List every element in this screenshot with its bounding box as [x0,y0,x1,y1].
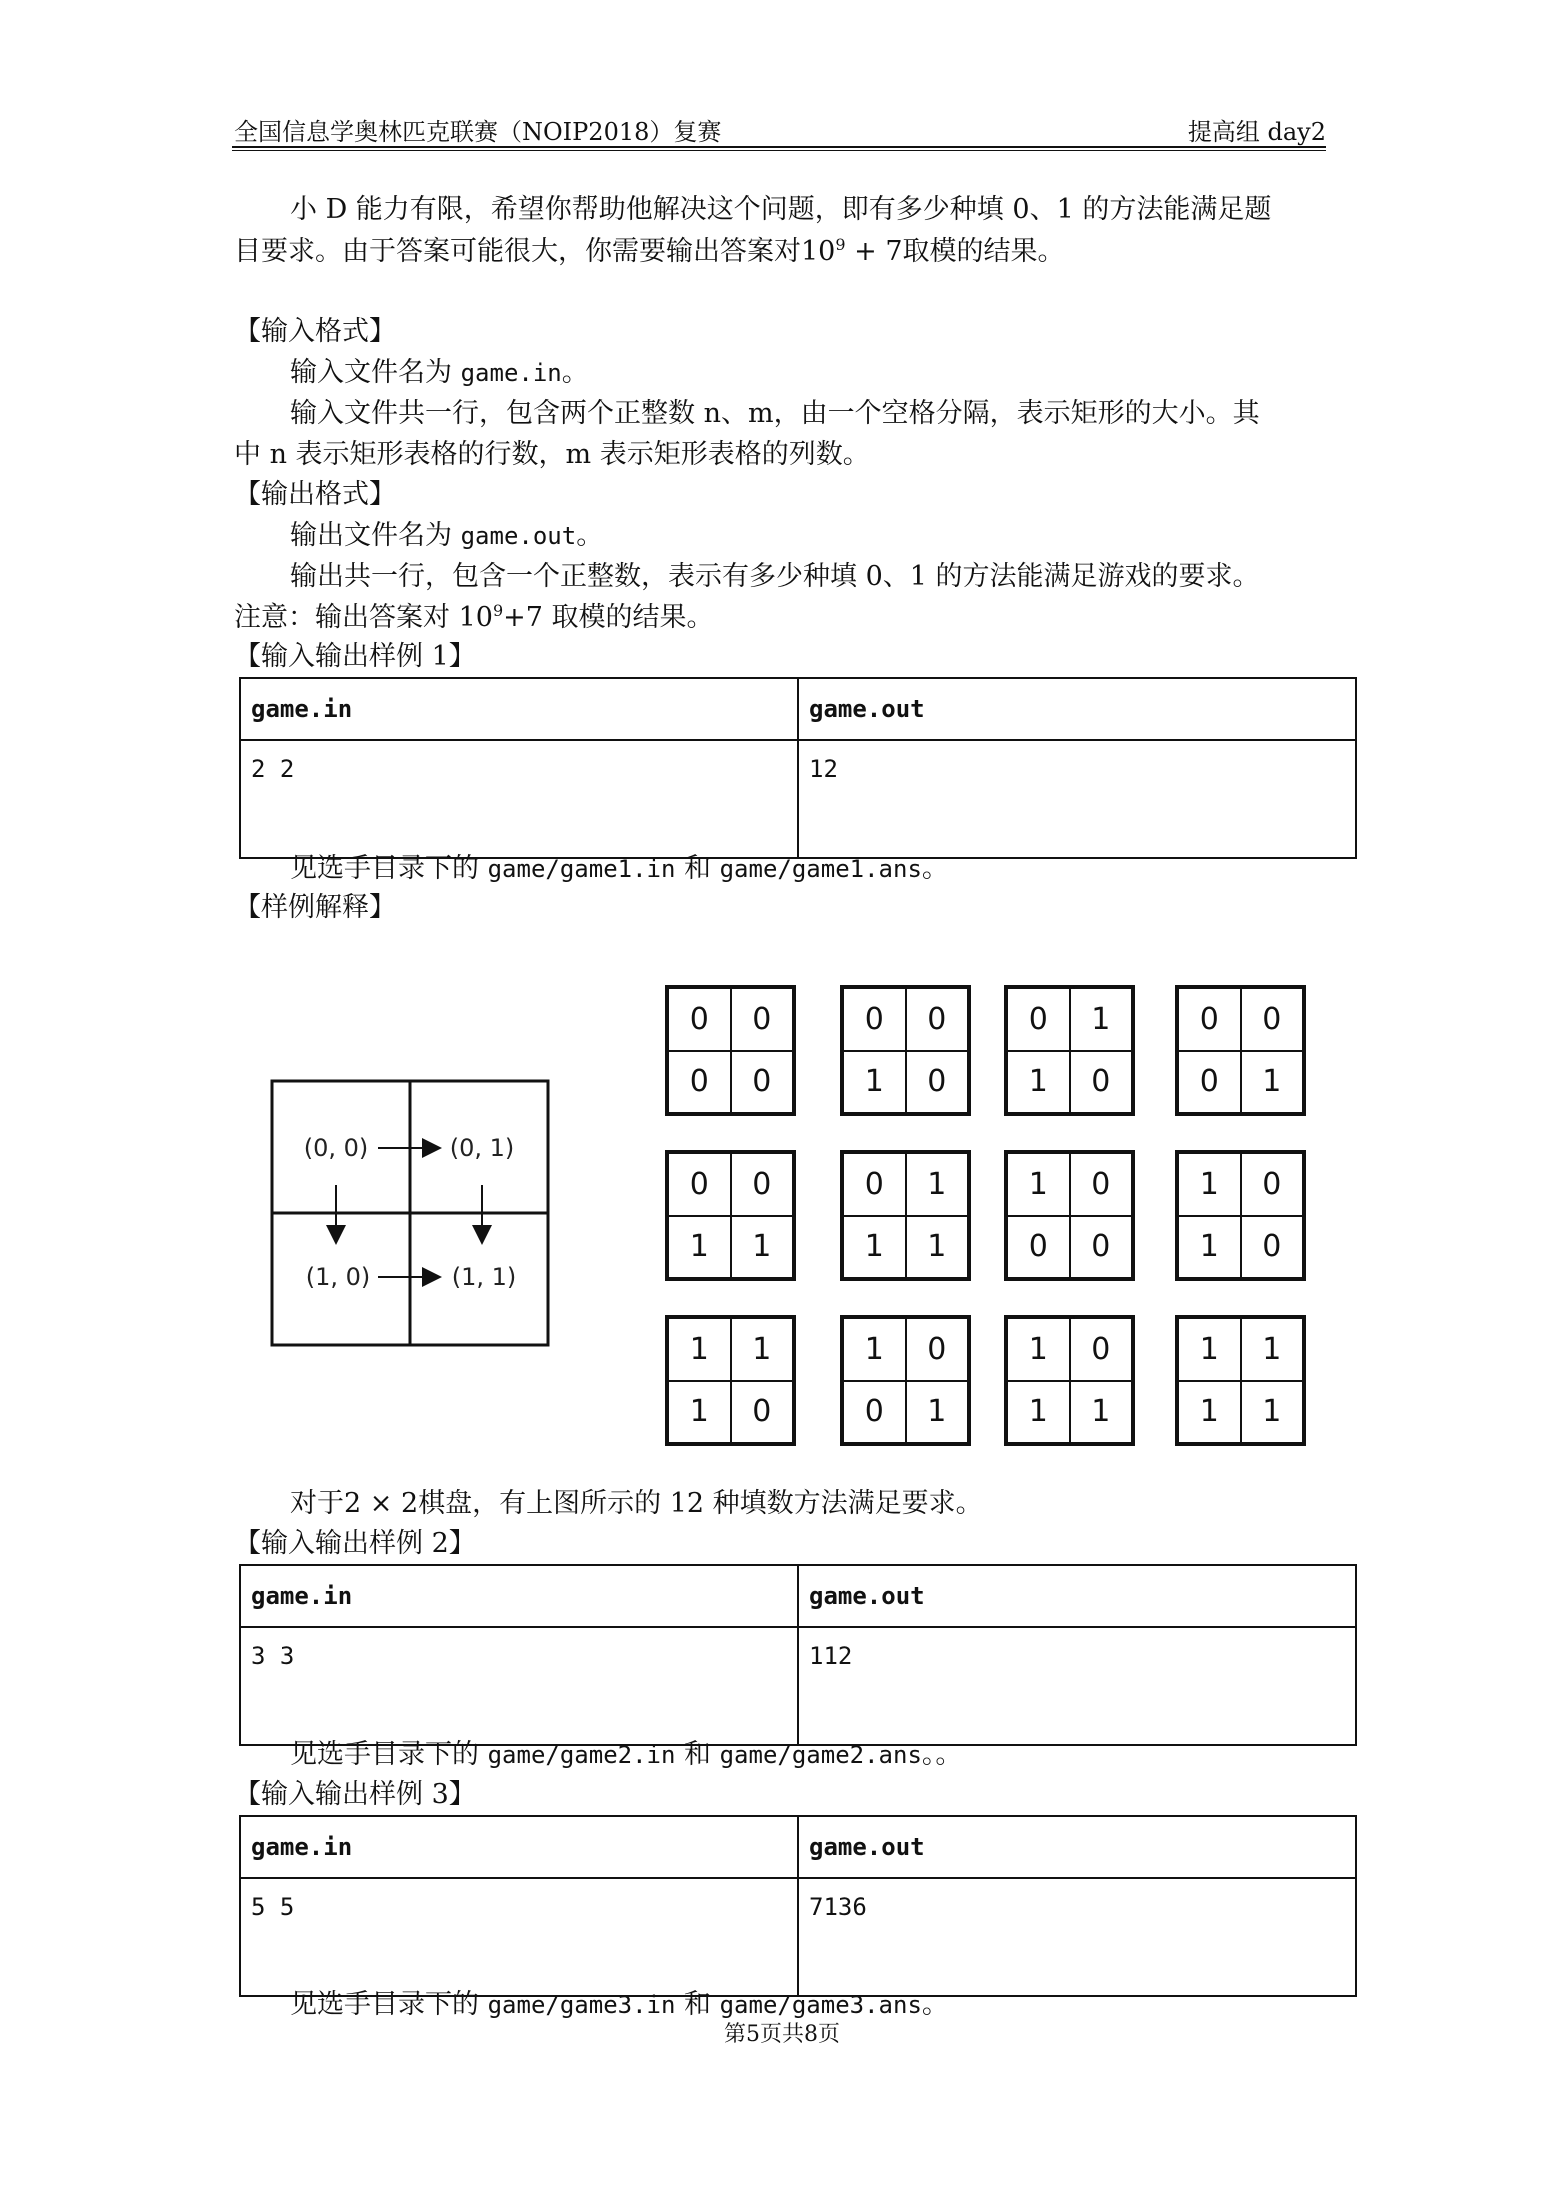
sample-1-input: 2 2 [240,740,798,858]
filling-cell: 0 [906,1051,969,1114]
filling-cell: 1 [1070,988,1133,1051]
filling-cell: 1 [1241,1051,1304,1114]
sample-1-output: 12 [798,740,1356,858]
sample-3-col-out: game.out [798,1816,1356,1878]
filling-grid [1004,985,1135,1116]
filling-cell: 1 [1007,1318,1070,1381]
filling-cell: 1 [1007,1051,1070,1114]
filling-cell: 0 [1007,988,1070,1051]
input-format-heading: 【输入格式】 [234,316,396,347]
filling-cell: 0 [906,1318,969,1381]
filling-cell: 0 [731,1381,794,1444]
filling-cell: 1 [1241,1381,1304,1444]
intro-line-1: 小 D 能力有限，希望你帮助他解决这个问题，即有多少种填 0、1 的方法能满足题 [290,194,1272,225]
filling-cell: 1 [1178,1216,1241,1279]
filling-cell: 0 [1070,1216,1133,1279]
sample-2-table [239,1564,1357,1746]
input-desc-1: 输入文件共一行，包含两个正整数 n、m，由一个空格分隔，表示矩形的大小。其 [290,398,1260,429]
filling-cell: 0 [1241,1216,1304,1279]
filling-cell: 1 [843,1051,906,1114]
filling-cell: 0 [1178,988,1241,1051]
input-file-line: 输入文件名为 game.in。 [290,357,589,388]
sample-1-see: 见选手目录下的 game/game1.in 和 game/game1.ans。 [290,853,949,884]
filling-cell: 1 [843,1318,906,1381]
filling-cell: 0 [731,988,794,1051]
explanation-heading: 【样例解释】 [234,892,396,923]
filling-cell: 0 [1070,1153,1133,1216]
filling-grid [840,1150,971,1281]
filling-cell: 0 [843,1153,906,1216]
sample-2-col-in: game.in [240,1565,798,1627]
filling-cell: 1 [843,1216,906,1279]
filling-grid [665,1150,796,1281]
filling-grid [1175,985,1306,1116]
filling-cell: 1 [1178,1153,1241,1216]
header-title: 全国信息学奥林匹克联赛（NOIP2018）复赛 [234,118,722,146]
filling-grid [1004,1150,1135,1281]
output-file-line: 输出文件名为 game.out。 [290,520,604,551]
filling-cell: 1 [906,1381,969,1444]
filling-cell: 1 [1241,1318,1304,1381]
filling-cell: 1 [731,1216,794,1279]
cell-label: (0, 0) [303,1134,369,1162]
page-footer: 第5页共8页 [724,2022,840,2047]
filling-cell: 1 [1007,1381,1070,1444]
filling-grid [1175,1150,1306,1281]
filling-cell: 0 [731,1153,794,1216]
filling-cell: 1 [906,1216,969,1279]
cell-label: (0, 1) [449,1134,515,1162]
filling-cell: 1 [668,1381,731,1444]
sample-2-col-out: game.out [798,1565,1356,1627]
filling-cell: 0 [906,988,969,1051]
filling-cell: 1 [1178,1318,1241,1381]
filling-cell: 0 [843,1381,906,1444]
input-desc-2: 中 n 表示矩形表格的行数，m 表示矩形表格的列数。 [234,439,870,470]
filling-cell: 0 [731,1051,794,1114]
filling-cell: 1 [906,1153,969,1216]
output-desc-1: 输出共一行，包含一个正整数，表示有多少种填 0、1 的方法能满足游戏的要求。 [290,561,1260,592]
intro-line-2: 目要求。由于答案可能很大，你需要输出答案对$10^9 + 7$取模的结果。 [234,235,1065,267]
output-format-heading: 【输出格式】 [234,479,396,510]
filling-grid [840,985,971,1116]
filling-cell: 0 [668,988,731,1051]
filling-cell: 1 [1007,1153,1070,1216]
sample-3-col-in: game.in [240,1816,798,1878]
filling-cell: 0 [1178,1051,1241,1114]
filling-cell: 0 [843,988,906,1051]
sample-3-input: 5 5 [240,1878,798,1996]
sample-2-output: 112 [798,1627,1356,1745]
sample-3-see: 见选手目录下的 game/game3.in 和 game/game3.ans。 [290,1989,949,2020]
filling-grid [665,1315,796,1446]
filling-grid [840,1315,971,1446]
sample-1-col-out: game.out [798,678,1356,740]
sample-3-heading: 【输入输出样例 3】 [234,1779,476,1810]
filling-cell: 0 [668,1051,731,1114]
filling-cell: 1 [668,1216,731,1279]
filling-cell: 1 [1070,1381,1133,1444]
sample-1-col-in: game.in [240,678,798,740]
sample-3-table [239,1815,1357,1997]
sample-3-output: 7136 [798,1878,1356,1996]
output-note: 注意：输出答案对 $10^9+7$ 取模的结果。 [234,601,714,633]
filling-cell: 0 [1241,988,1304,1051]
cell-order-diagram [266,1075,556,1360]
filling-grid [665,985,796,1116]
header-rule [232,146,1326,148]
header-rule-thin [232,150,1326,151]
filling-cell: 0 [1070,1051,1133,1114]
cell-label: (1, 0) [305,1263,371,1291]
sample-2-see: 见选手目录下的 game/game2.in 和 game/game2.ans。。 [290,1739,963,1770]
header-group: 提高组 day2 [1187,118,1326,146]
filling-cell: 0 [668,1153,731,1216]
filling-cell: 0 [1007,1216,1070,1279]
filling-cell: 1 [1178,1381,1241,1444]
sample-2-heading: 【输入输出样例 2】 [234,1528,476,1559]
sample-1-table [239,677,1357,859]
explanation-summary: 对于2 × 2棋盘，有上图所示的 12 种填数方法满足要求。 [290,1488,983,1519]
filling-grid [1004,1315,1135,1446]
filling-cell: 1 [668,1318,731,1381]
filling-cell: 1 [731,1318,794,1381]
filling-grid [1175,1315,1306,1446]
sample-1-heading: 【输入输出样例 1】 [234,641,476,672]
filling-cell: 0 [1070,1318,1133,1381]
cell-label: (1, 1) [451,1263,517,1291]
filling-cell: 0 [1241,1153,1304,1216]
sample-2-input: 3 3 [240,1627,798,1745]
